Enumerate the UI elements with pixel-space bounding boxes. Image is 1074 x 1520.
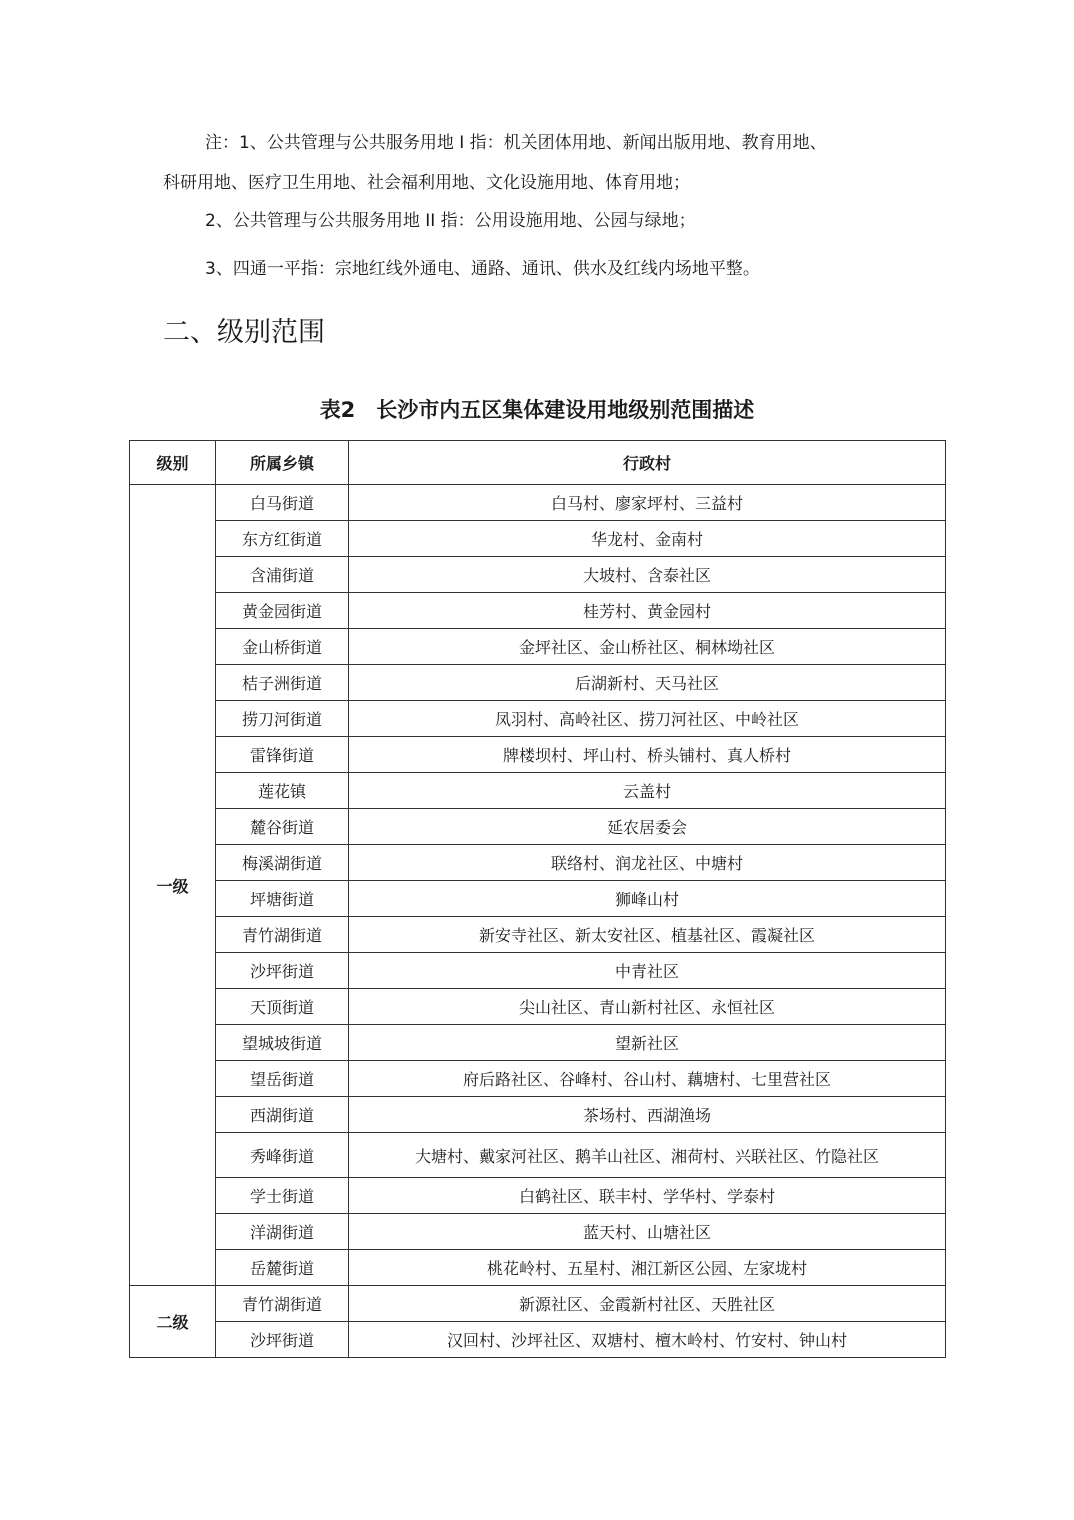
- village-cell: 蓝天村、山塘社区: [349, 1214, 946, 1250]
- town-cell: 黄金园街道: [216, 593, 349, 629]
- town-cell: 坪塘街道: [216, 881, 349, 917]
- note-line-1: 注：1、公共管理与公共服务用地 I 指：机关团体用地、新闻出版用地、教育用地、: [205, 133, 827, 153]
- town-cell: 莲花镇: [216, 773, 349, 809]
- village-cell: 牌楼坝村、坪山村、桥头铺村、真人桥村: [349, 737, 946, 773]
- table-row: [130, 737, 946, 773]
- table-row: [130, 953, 946, 989]
- village-cell: 金坪社区、金山桥社区、桐林坳社区: [349, 629, 946, 665]
- village-cell: 府后路社区、谷峰村、谷山村、藕塘村、七里营社区: [349, 1061, 946, 1097]
- village-cell: 尖山社区、青山新村社区、永恒社区: [349, 989, 946, 1025]
- village-cell: 白马村、廖家坪村、三益村: [349, 485, 946, 521]
- level-cell: 一级: [130, 485, 216, 1286]
- village-cell: 汉回村、沙坪社区、双塘村、檀木岭村、竹安村、钟山村: [349, 1322, 946, 1358]
- village-cell: 联络村、润龙社区、中塘村: [349, 845, 946, 881]
- town-cell: 麓谷街道: [216, 809, 349, 845]
- table-body: [130, 485, 946, 1358]
- grade-range-table: [129, 440, 946, 1358]
- town-cell: 白马街道: [216, 485, 349, 521]
- table-row: [130, 1178, 946, 1214]
- town-cell: 金山桥街道: [216, 629, 349, 665]
- table-row: [130, 809, 946, 845]
- table-row: [130, 1097, 946, 1133]
- town-cell: 青竹湖街道: [216, 917, 349, 953]
- table-row: [130, 1322, 946, 1358]
- town-cell: 沙坪街道: [216, 1322, 349, 1358]
- table-row: [130, 773, 946, 809]
- table-caption: 表2 长沙市内五区集体建设用地级别范围描述: [319, 398, 755, 422]
- table-row: [130, 665, 946, 701]
- village-cell: 延农居委会: [349, 809, 946, 845]
- town-cell: 天顶街道: [216, 989, 349, 1025]
- note-line-1-continued: 科研用地、医疗卫生用地、社会福利用地、文化设施用地、体育用地；: [163, 173, 690, 193]
- note-line-2: 2、公共管理与公共服务用地 II 指：公用设施用地、公园与绿地；: [205, 211, 696, 231]
- table-row: [130, 845, 946, 881]
- town-cell: 青竹湖街道: [216, 1286, 349, 1322]
- village-cell: 狮峰山村: [349, 881, 946, 917]
- village-cell: 新源社区、金霞新村社区、天胜社区: [349, 1286, 946, 1322]
- table-row: [130, 557, 946, 593]
- village-cell: 华龙村、金南村: [349, 521, 946, 557]
- town-cell: 秀峰街道: [216, 1133, 349, 1178]
- town-cell: 西湖街道: [216, 1097, 349, 1133]
- village-cell: 白鹤社区、联丰村、学华村、学泰村: [349, 1178, 946, 1214]
- village-cell: 中青社区: [349, 953, 946, 989]
- town-cell: 捞刀河街道: [216, 701, 349, 737]
- town-cell: 雷锋街道: [216, 737, 349, 773]
- town-cell: 桔子洲街道: [216, 665, 349, 701]
- table-row: [130, 917, 946, 953]
- town-cell: 岳麓街道: [216, 1250, 349, 1286]
- town-cell: 含浦街道: [216, 557, 349, 593]
- village-cell: 凤羽村、高岭社区、捞刀河社区、中岭社区: [349, 701, 946, 737]
- table-row: [130, 1286, 946, 1322]
- header-town: 所属乡镇: [216, 441, 349, 485]
- village-cell: 桃花岭村、五星村、湘江新区公园、左家垅村: [349, 1250, 946, 1286]
- town-cell: 望城坡街道: [216, 1025, 349, 1061]
- table-row: [130, 1133, 946, 1178]
- town-cell: 东方红街道: [216, 521, 349, 557]
- header-level: 级别: [130, 441, 216, 485]
- table-row: [130, 485, 946, 521]
- town-cell: 望岳街道: [216, 1061, 349, 1097]
- town-cell: 洋湖街道: [216, 1214, 349, 1250]
- table-row: [130, 1250, 946, 1286]
- table-row: [130, 881, 946, 917]
- section-heading: 二、级别范围: [163, 317, 325, 348]
- level-cell: 二级: [130, 1286, 216, 1358]
- table-row: [130, 629, 946, 665]
- village-cell: 新安寺社区、新太安社区、植基社区、霞凝社区: [349, 917, 946, 953]
- table-row: [130, 593, 946, 629]
- town-cell: 沙坪街道: [216, 953, 349, 989]
- village-cell: 大坡村、含泰社区: [349, 557, 946, 593]
- table-row: [130, 1025, 946, 1061]
- table-row: [130, 521, 946, 557]
- table-row: [130, 989, 946, 1025]
- note-line-3: 3、四通一平指：宗地红线外通电、通路、通讯、供水及红线内场地平整。: [205, 259, 760, 279]
- table-row: [130, 701, 946, 737]
- village-cell: 桂芳村、黄金园村: [349, 593, 946, 629]
- village-cell: 望新社区: [349, 1025, 946, 1061]
- header-village: 行政村: [349, 441, 946, 485]
- village-cell: 后湖新村、天马社区: [349, 665, 946, 701]
- table-row: [130, 1214, 946, 1250]
- town-cell: 学士街道: [216, 1178, 349, 1214]
- village-cell: 云盖村: [349, 773, 946, 809]
- village-cell: 茶场村、西湖渔场: [349, 1097, 946, 1133]
- table-row: [130, 1061, 946, 1097]
- village-cell: 大塘村、戴家河社区、鹅羊山社区、湘荷村、兴联社区、竹隐社区: [349, 1133, 946, 1178]
- table-header-row: [130, 441, 946, 485]
- town-cell: 梅溪湖街道: [216, 845, 349, 881]
